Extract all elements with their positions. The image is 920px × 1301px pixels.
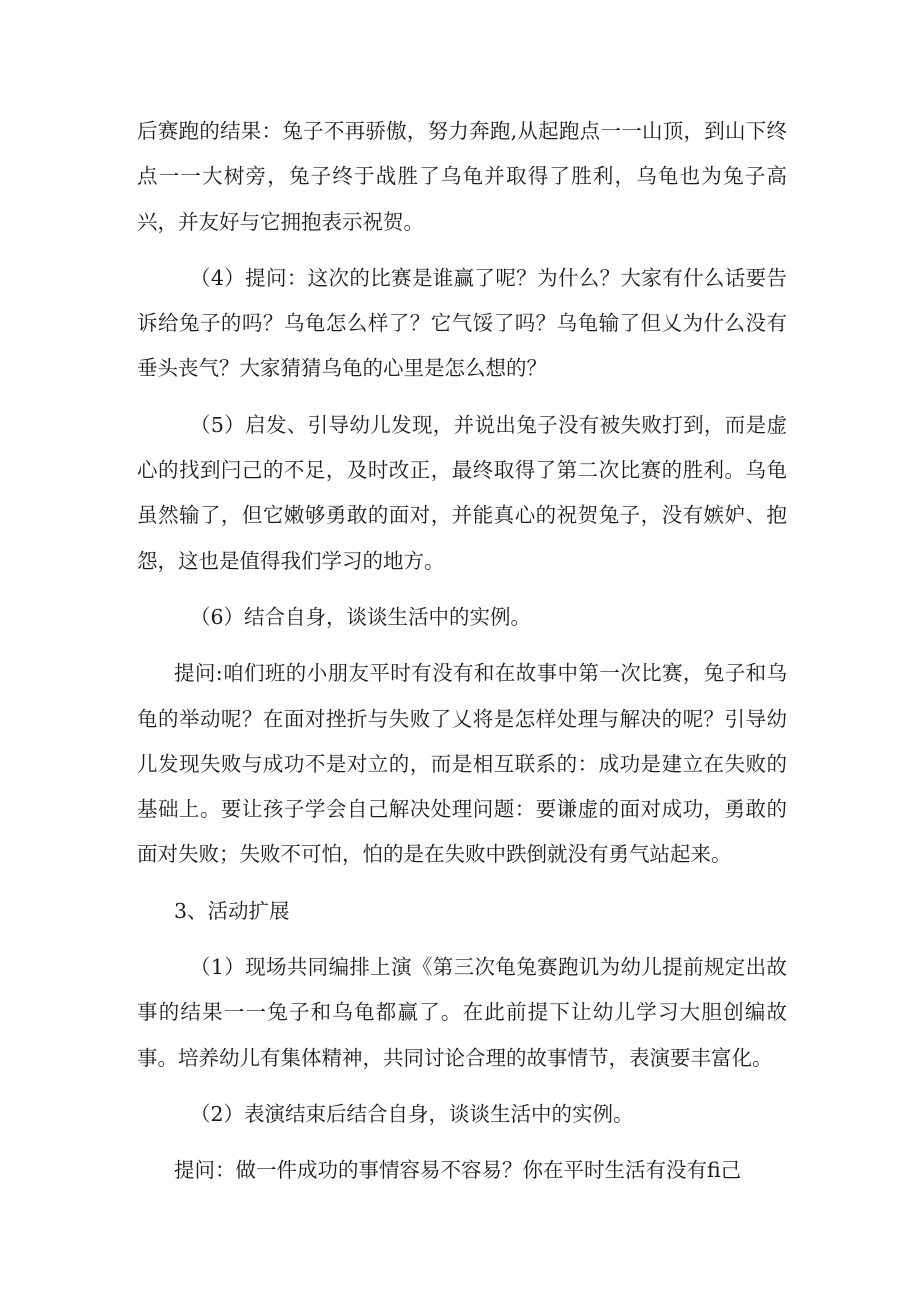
- paragraph-final-question: 提问：做一件成功的事情容易不容易？你在平时生活有没有fi己: [174, 1158, 742, 1183]
- paragraph-performance-1: （1）现场共同编排上演《第三次龟兔赛跑讥为幼儿提前规定出故事的结果一一兔子和乌龟都赢了。在此前提下让幼儿学习大胆创编故事。培养幼儿有集体精神，共同讨论合理的故事情节，表演要丰富化。: [137, 955, 787, 1070]
- paragraph-self-reflection-6: （6）结合自身，谈谈生活中的实例。: [190, 604, 532, 629]
- paragraph-question-4: （4）提问：这次的比赛是谁赢了呢？为什么？大家有什么话要告诉给兔子的吗？乌龟怎么样了？它气馁了吗？乌龟输了但乂为什么没有垂头丧气？大家猜猜乌龟的心里是怎么想的？: [137, 265, 787, 381]
- document-body: [137, 109, 787, 1205]
- paragraph-performance-2: （2）表演结束后结合自身，谈谈生活中的实例。: [190, 1101, 634, 1126]
- paragraph-class-question: 提问:咱们班的小朋友平时有没有和在故事中第一次比赛，兔子和乌龟的举动呢？在面对挫折与失败了乂将是怎样处理与解决的呢？引导幼儿发现失败与成功不是对立的，而是相互联系的：成功是建立在失败的基础上。要让孩子学会自己解决处理问题：要谦虚的面对成功，勇敢的面对失败；失败不可怕，怕的是在失败中跌倒就没有勇气站起来。: [137, 661, 787, 867]
- paragraph-guidance-5: （5）启发、引导幼儿发现，并说出兔子没有被失败打到，而是虚心的找到闩己的不足，及时改正，最终取得了第二次比赛的胜利。乌龟虽然输了，但它嫩够勇敢的面对，并能真心的祝贺兔子，没有嫉妒、抱怨，这也是值得我们学习的地方。: [137, 412, 787, 573]
- paragraph-race-result: 后赛跑的结果：兔子不再骄傲，努力奔跑,从起跑点一一山顶，到山下终点一一大树旁，兔子终于战胜了乌龟并取得了胜利，乌龟也为兔子高兴，并友好与它拥抱表示祝贺。: [137, 119, 787, 234]
- heading-activity-extension: 3、活动扩展: [174, 898, 290, 923]
